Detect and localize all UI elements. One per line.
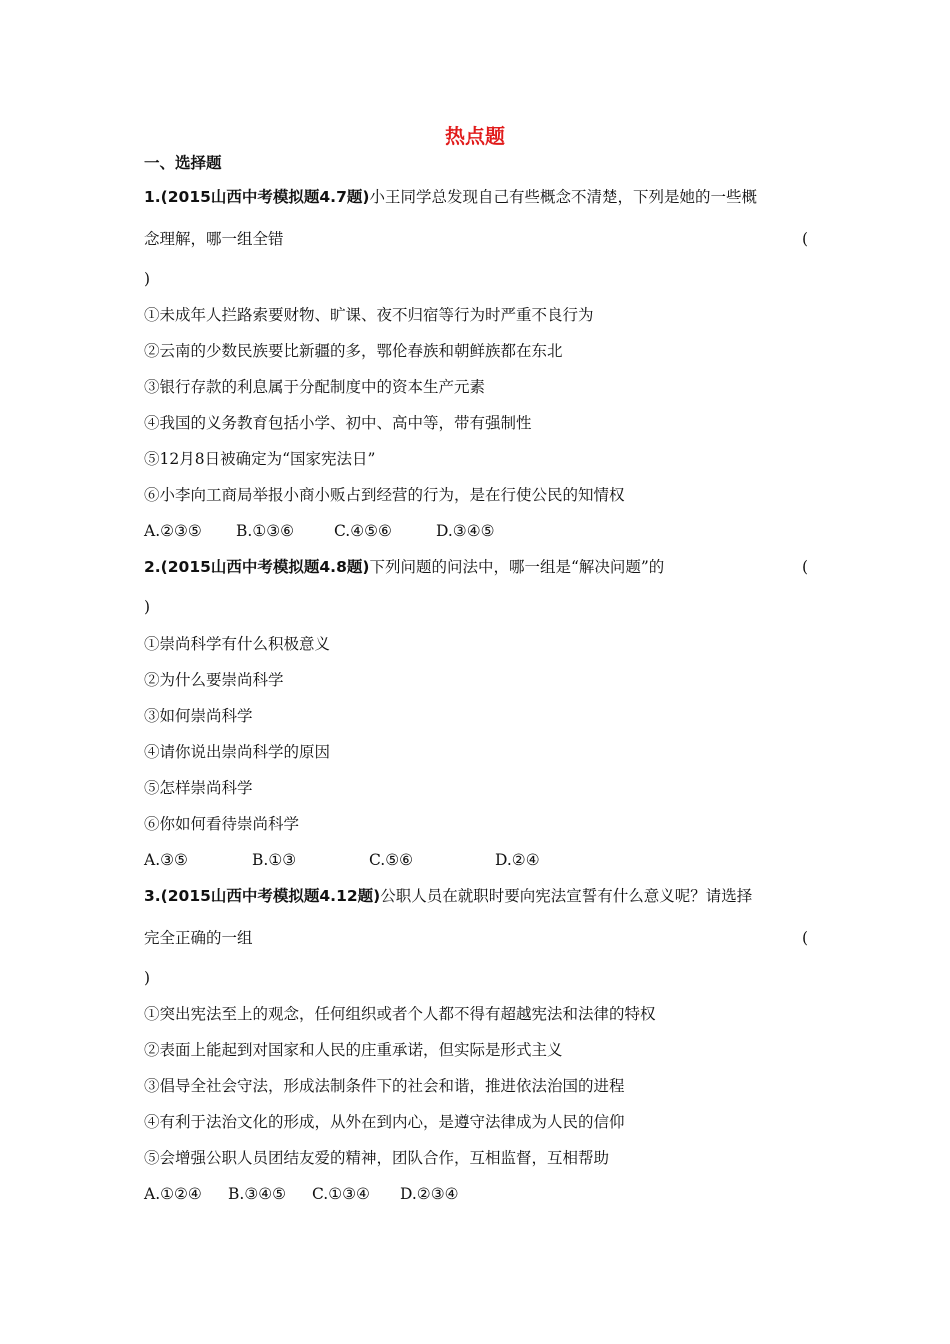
question-2-close-paren: ) bbox=[144, 598, 151, 616]
question-1-option-c[interactable]: C.④⑤⑥ bbox=[334, 522, 392, 540]
question-1-item-4: ④我国的义务教育包括小学、初中、高中等，带有强制性 bbox=[144, 414, 532, 432]
question-2-stem-line1: 下列问题的问法中，哪一组是“解决问题”的 bbox=[369, 558, 665, 576]
section-heading: 一、选择题 bbox=[144, 154, 222, 172]
question-1-item-3: ③银行存款的利息属于分配制度中的资本生产元素 bbox=[144, 378, 486, 396]
question-3-open-paren: ( bbox=[801, 929, 808, 947]
question-3-stem-line2: 完全正确的一组 bbox=[144, 929, 253, 947]
question-3-item-2: ②表面上能起到对国家和人民的庄重承诺，但实际是形式主义 bbox=[144, 1041, 563, 1059]
question-1-option-a[interactable]: A.②③⑤ bbox=[144, 522, 202, 540]
question-2-option-c[interactable]: C.⑤⑥ bbox=[369, 851, 414, 869]
question-2-source: 2.(2015山西中考模拟题4.8题) bbox=[144, 558, 370, 576]
question-3-option-a[interactable]: A.①②④ bbox=[144, 1185, 202, 1203]
question-3-item-3: ③倡导全社会守法，形成法制条件下的社会和谐，推进依法治国的进程 bbox=[144, 1077, 625, 1095]
question-3-source: 3.(2015山西中考模拟题4.12题) bbox=[144, 887, 381, 905]
question-3-item-4: ④有利于法治文化的形成，从外在到内心，是遵守法律成为人民的信仰 bbox=[144, 1113, 625, 1131]
question-3-options bbox=[144, 1183, 808, 1205]
question-1-stem bbox=[144, 186, 808, 208]
question-2-options bbox=[144, 849, 808, 871]
question-1-stem-line1: 小王同学总发现自己有些概念不清楚，下列是她的一些概 bbox=[369, 188, 757, 206]
question-3-item-1: ①突出宪法至上的观念，任何组织或者个人都不得有超越宪法和法律的特权 bbox=[144, 1005, 656, 1023]
question-3-item-5: ⑤会增强公职人员团结友爱的精神，团队合作，互相监督，互相帮助 bbox=[144, 1149, 610, 1167]
question-1-source: 1.(2015山西中考模拟题4.7题) bbox=[144, 188, 370, 206]
question-2-option-d[interactable]: D.②④ bbox=[495, 851, 540, 869]
question-2-item-2: ②为什么要崇尚科学 bbox=[144, 671, 284, 689]
question-2-item-5: ⑤怎样崇尚科学 bbox=[144, 779, 253, 797]
question-3-option-b[interactable]: B.③④⑤ bbox=[228, 1185, 287, 1203]
question-1-item-2: ②云南的少数民族要比新疆的多，鄂伦春族和朝鲜族都在东北 bbox=[144, 342, 563, 360]
question-2-item-6: ⑥你如何看待崇尚科学 bbox=[144, 815, 300, 833]
question-1-item-6: ⑥小李向工商局举报小商小贩占到经营的行为，是在行使公民的知情权 bbox=[144, 486, 625, 504]
question-1-item-1: ①未成年人拦路索要财物、旷课、夜不归宿等行为时严重不良行为 bbox=[144, 306, 594, 324]
question-1-stem-line2: 念理解，哪一组全错 bbox=[144, 230, 284, 248]
question-3-close-paren: ) bbox=[144, 969, 151, 987]
page-title: 热点题 bbox=[445, 124, 505, 148]
question-1-options bbox=[144, 520, 808, 542]
question-1-option-d[interactable]: D.③④⑤ bbox=[436, 522, 495, 540]
question-3-option-c[interactable]: C.①③④ bbox=[312, 1185, 370, 1203]
question-1-item-5: ⑤12月8日被确定为“国家宪法日” bbox=[144, 450, 376, 468]
question-2-option-a[interactable]: A.③⑤ bbox=[144, 851, 188, 869]
question-1-close-paren: ) bbox=[144, 270, 151, 288]
question-3-option-d[interactable]: D.②③④ bbox=[400, 1185, 459, 1203]
question-3-stem-line1: 公职人员在就职时要向宪法宣誓有什么意义呢？请选择 bbox=[380, 887, 753, 905]
question-1-option-b[interactable]: B.①③⑥ bbox=[236, 522, 295, 540]
question-3-stem bbox=[144, 885, 808, 907]
question-2-item-4: ④请你说出崇尚科学的原因 bbox=[144, 743, 331, 761]
question-1-open-paren: ( bbox=[801, 230, 808, 248]
question-2-item-1: ①崇尚科学有什么积极意义 bbox=[144, 635, 331, 653]
question-2-stem bbox=[144, 556, 808, 578]
question-2-open-paren: ( bbox=[801, 558, 808, 576]
question-2-item-3: ③如何崇尚科学 bbox=[144, 707, 253, 725]
question-2-option-b[interactable]: B.①③ bbox=[252, 851, 297, 869]
